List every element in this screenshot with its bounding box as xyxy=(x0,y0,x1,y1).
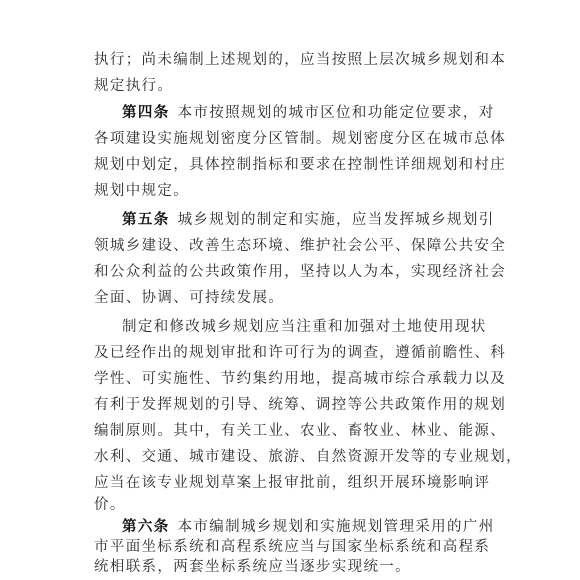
article-5-first-line: 第五条 城乡规划的制定和实施，应当发挥城乡规划引 xyxy=(122,211,495,228)
paragraph-first-line: 制定和修改城乡规划应当注重和加强对土地使用现状 xyxy=(122,319,487,335)
article-6-first-line: 第六条 本市编制城乡规划和实施规划管理采用的广州 xyxy=(122,518,495,535)
text-line: 有利于发挥规划的引导、统筹、调控等公共政策作用的规划 xyxy=(94,397,507,413)
text-line: 水利、交通、城市建设、旅游、自然资源开发等的专业规划， xyxy=(94,449,522,465)
text-line: 全面、协调、可持续发展。 xyxy=(94,290,285,306)
text-line: 统相联系，两套坐标系统应当逐步实现统一。 xyxy=(94,559,411,575)
text-line: 应当在该专业规划草案上报审批前，组织开展环境影响评 xyxy=(94,475,491,491)
article-number: 第六条 xyxy=(122,518,170,535)
text-line: 学性、可实施性、节约集约用地，提高城市综合承载力以及 xyxy=(94,371,507,387)
text-line: 领城乡建设、改善生态环境、维护社会公平、保障公共安全 xyxy=(94,238,507,254)
text-line: 及已经作出的规划审批和许可行为的调查，遵循前瞻性、科 xyxy=(94,345,507,361)
text-line: 和公众利益的公共政策作用，坚持以人为本，实现经济社会 xyxy=(94,264,507,280)
text-line: 执行；尚未编制上述规划的，应当按照上层次城乡规划和本 xyxy=(94,52,507,68)
text-line: 规划中划定，具体控制指标和要求在控制性详细规划和村庄 xyxy=(94,157,507,173)
article-number: 第四条 xyxy=(122,104,170,121)
article-number: 第五条 xyxy=(122,211,170,228)
text-line: 各项建设实施规划密度分区管制。规划密度分区在城市总体 xyxy=(94,131,507,147)
text-line: 编制原则。其中，有关工业、农业、畜牧业、林业、能源、 xyxy=(94,423,507,439)
text-line: 市平面坐标系统和高程系统应当与国家坐标系统和高程系 xyxy=(94,539,491,555)
article-4-first-line: 第四条 本市按照规划的城市区位和功能定位要求，对 xyxy=(122,104,495,121)
text-line: 规划中规定。 xyxy=(94,183,190,199)
text-line: 规定执行。 xyxy=(94,78,174,94)
text-line: 价。 xyxy=(94,497,126,513)
